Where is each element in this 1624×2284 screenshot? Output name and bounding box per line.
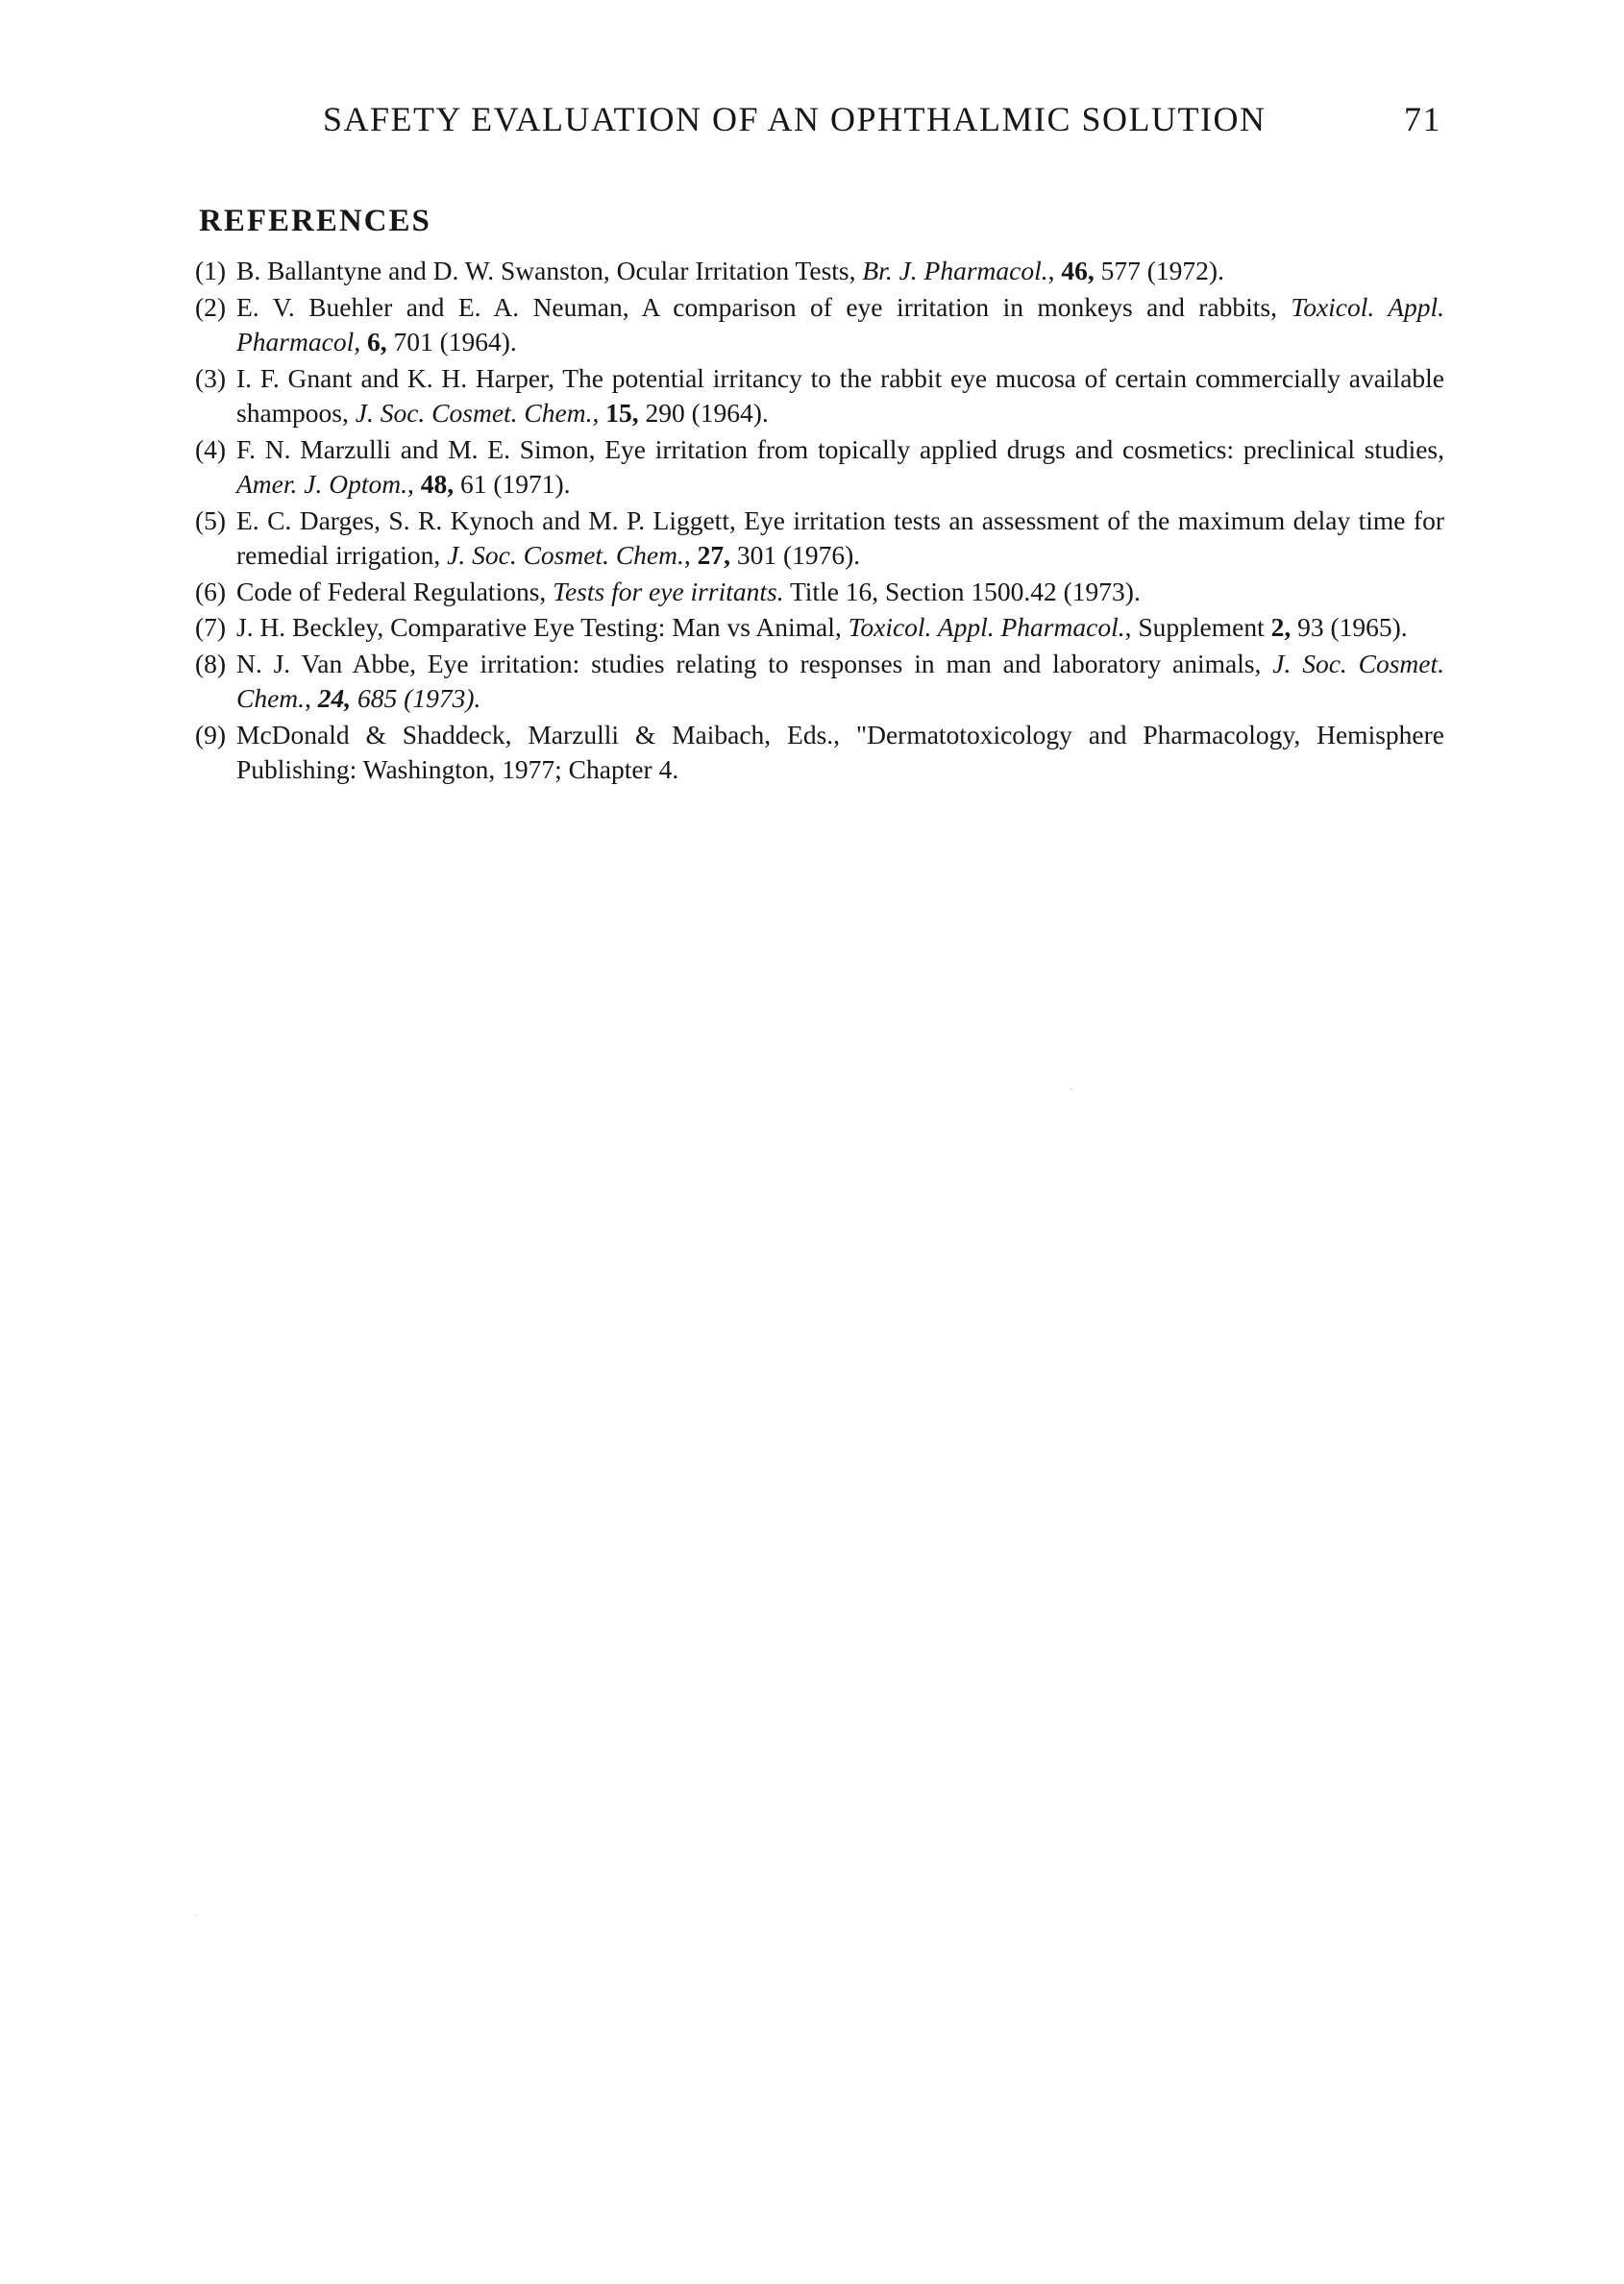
reference-fragment: 301 (1976). bbox=[729, 540, 861, 570]
reference-fragment: Title 16, Section 1500.42 (1973). bbox=[783, 576, 1141, 606]
reference-journal: Tests for eye irritants. bbox=[553, 576, 784, 606]
reference-number: (1) bbox=[195, 256, 227, 285]
reference-fragment: B. Ballantyne and D. W. Swanston, Ocular Irritation Tests, bbox=[236, 256, 863, 285]
reference-item bbox=[195, 290, 1444, 360]
reference-fragment: E. V. Buehler and E. A. Neuman, A comparison of eye irritation in monkeys and rabbits, bbox=[236, 291, 1292, 322]
reference-number: (2) bbox=[195, 291, 227, 322]
reference-fragment: E. C. Darges, S. R. Kynoch and M. P. Liggett, Eye irritation tests an assessment of the maximum delay time for remedial irrigation, bbox=[236, 504, 1444, 570]
reference-fragment: 61 (1971). bbox=[454, 469, 571, 499]
reference-number: (7) bbox=[195, 612, 227, 642]
reference-volume: 15, bbox=[605, 398, 639, 428]
reference-volume: 48, bbox=[420, 469, 455, 499]
reference-journal: Br. J. Pharmacol. bbox=[862, 256, 1048, 285]
reference-fragment: N. J. Van Abbe, Eye irritation: studies relating to responses in man and laboratory animals, bbox=[236, 648, 1273, 678]
reference-item bbox=[195, 361, 1444, 431]
scan-speck bbox=[1070, 1089, 1072, 1090]
reference-volume: 2, bbox=[1270, 612, 1292, 642]
reference-fragment: Code of Federal Regulations, bbox=[236, 576, 554, 606]
reference-text bbox=[236, 363, 1444, 429]
reference-volume: 46, bbox=[1061, 256, 1095, 285]
reference-item bbox=[195, 647, 1444, 717]
reference-text bbox=[236, 505, 1444, 571]
reference-fragment: 577 (1972). bbox=[1094, 256, 1224, 285]
reference-journal: Amer. J. Optom. bbox=[236, 469, 407, 499]
reference-text bbox=[236, 720, 1444, 785]
running-head-title: SAFETY EVALUATION OF AN OPHTHALMIC SOLUTION bbox=[323, 100, 1267, 138]
reference-text bbox=[236, 434, 1444, 500]
reference-fragment: McDonald & Shaddeck, Marzulli & Maibach, Eds., "Dermatotoxicology and Pharmacology, Hemisphere Publishing: Washington, 1977; Chapter 4. bbox=[236, 719, 1444, 784]
reference-volume: 27, bbox=[697, 540, 730, 570]
reference-journal: Toxicol. Appl. Pharmacol, bbox=[236, 291, 1445, 356]
reference-fragment bbox=[360, 327, 367, 356]
reference-journal: Toxicol. Appl. Pharmacol. bbox=[848, 612, 1125, 642]
reference-volume: 6, bbox=[366, 327, 387, 356]
reference-fragment: J. H. Beckley, Comparative Eye Testing: Man vs Animal, bbox=[236, 612, 849, 642]
scan-speck bbox=[195, 1915, 197, 1916]
reference-journal: 685 (1973). bbox=[351, 683, 481, 713]
reference-number: (6) bbox=[195, 576, 227, 606]
reference-item bbox=[195, 432, 1444, 503]
reference-fragment: , Supplement bbox=[1124, 612, 1271, 642]
page-number: 71 bbox=[1404, 100, 1441, 138]
reference-list bbox=[195, 254, 1444, 789]
reference-item bbox=[195, 254, 1444, 289]
reference-number: (8) bbox=[195, 648, 227, 678]
reference-journal: J. Soc. Cosmet. Chem. bbox=[355, 398, 593, 428]
reference-number: (9) bbox=[195, 719, 227, 749]
reference-volume: 24, bbox=[317, 683, 352, 713]
reference-text bbox=[236, 612, 1408, 642]
reference-item bbox=[195, 718, 1444, 788]
reference-fragment: , bbox=[592, 398, 606, 428]
reference-journal: J. Soc. Cosmet. Chem. bbox=[447, 540, 684, 570]
reference-item bbox=[195, 575, 1444, 610]
reference-text bbox=[236, 577, 1141, 606]
reference-number: (4) bbox=[195, 433, 227, 464]
reference-number: (3) bbox=[195, 362, 227, 393]
running-head bbox=[323, 96, 1441, 142]
reference-fragment: I. F. Gnant and K. H. Harper, The potential irritancy to the rabbit eye mucosa of certain commercially available shampoos, bbox=[236, 362, 1444, 428]
reference-text bbox=[236, 256, 1224, 285]
reference-fragment: 701 (1964). bbox=[386, 327, 517, 356]
reference-fragment: , bbox=[406, 469, 421, 499]
reference-fragment: , bbox=[305, 683, 318, 713]
reference-number: (5) bbox=[195, 504, 227, 535]
reference-journal: J. Soc. Cosmet. Chem. bbox=[236, 648, 1444, 713]
references-heading: REFERENCES bbox=[199, 204, 431, 238]
reference-fragment: , bbox=[683, 540, 698, 570]
reference-fragment: 290 (1964). bbox=[638, 398, 769, 428]
reference-text bbox=[236, 649, 1444, 714]
reference-fragment: , bbox=[1047, 256, 1062, 285]
reference-fragment: 93 (1965). bbox=[1291, 612, 1408, 642]
reference-text bbox=[236, 292, 1444, 357]
reference-item bbox=[195, 610, 1444, 646]
reference-item bbox=[195, 503, 1444, 574]
reference-fragment: F. N. Marzulli and M. E. Simon, Eye irritation from topically applied drugs and cosmetics: preclinical studies, bbox=[236, 433, 1444, 464]
